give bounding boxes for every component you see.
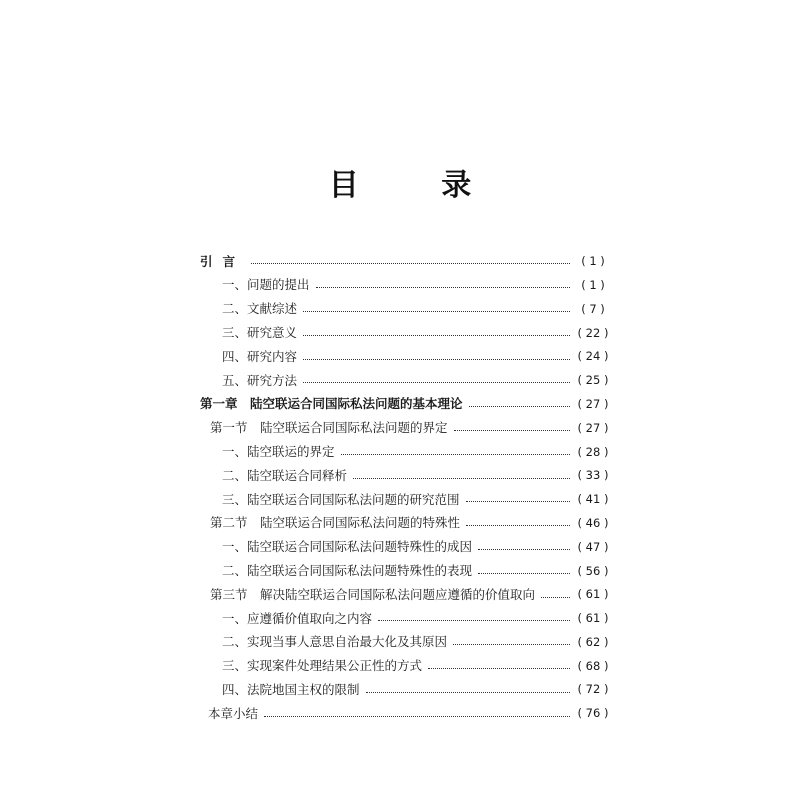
toc-entry-page-number: ( 7 ): [581, 301, 605, 316]
toc-entry[interactable]: [200, 678, 610, 702]
toc-entry[interactable]: [200, 298, 610, 322]
toc-entry-page-number: ( 61 ): [577, 587, 609, 602]
dot-leader: [378, 620, 570, 621]
toc-entry-label: 二、陆空联运合同释析: [222, 467, 348, 483]
toc-entry-page-number: ( 46 ): [577, 515, 609, 530]
dot-leader: [303, 311, 570, 312]
toc-entry[interactable]: [200, 536, 610, 560]
toc-entry-label: 引言: [200, 253, 246, 269]
toc-entry-label: 一、陆空联运的界定: [222, 444, 335, 460]
toc-entry-page-number: ( 47 ): [577, 539, 609, 554]
dot-leader: [353, 478, 570, 479]
dot-leader: [454, 430, 570, 431]
dot-leader: [478, 549, 570, 550]
toc-entry-label: 四、法院地国主权的限制: [222, 681, 360, 697]
dot-leader: [466, 501, 570, 502]
toc-entry[interactable]: [200, 345, 610, 369]
toc-entry[interactable]: [200, 440, 610, 464]
toc-entry-page-number: ( 72 ): [577, 682, 609, 697]
toc-entry-page-number: ( 28 ): [577, 444, 609, 459]
toc-entry-page-number: ( 68 ): [577, 658, 609, 673]
toc-entry-label: 三、实现案件处理结果公正性的方式: [222, 658, 423, 674]
dot-leader: [251, 263, 570, 264]
dot-leader: [366, 692, 570, 693]
dot-leader: [466, 525, 570, 526]
toc-entry-label: 本章小结: [208, 705, 259, 721]
toc-entry-page-number: ( 76 ): [577, 706, 609, 721]
toc-entry-page-number: ( 24 ): [577, 349, 609, 364]
toc-entry[interactable]: [200, 583, 610, 607]
dot-leader: [541, 597, 570, 598]
toc-entry-label: 一、问题的提出: [222, 277, 310, 293]
toc-entry-label: 二、陆空联运合同国际私法问题特殊性的表现: [222, 563, 473, 578]
table-of-contents: [200, 250, 610, 726]
dot-leader: [341, 454, 570, 455]
toc-entry[interactable]: [200, 702, 610, 726]
toc-entry-label: 三、研究意义: [222, 325, 298, 341]
dot-leader: [303, 335, 570, 336]
toc-entry[interactable]: [200, 250, 610, 274]
dot-leader: [264, 716, 570, 717]
page-title: 目 录: [328, 168, 508, 203]
toc-entry[interactable]: [200, 488, 610, 512]
toc-entry-page-number: ( 56 ): [577, 563, 609, 578]
toc-entry[interactable]: [200, 512, 610, 536]
toc-entry[interactable]: [200, 607, 610, 631]
dot-leader: [316, 287, 570, 288]
toc-entry-page-number: ( 61 ): [577, 611, 609, 626]
toc-entry-page-number: ( 27 ): [577, 396, 609, 411]
toc-entry[interactable]: [200, 655, 610, 679]
toc-entry-label: 二、文献综述: [222, 301, 298, 317]
toc-entry[interactable]: [200, 464, 610, 488]
toc-entry[interactable]: [200, 393, 610, 417]
dot-leader: [478, 573, 570, 574]
toc-entry-page-number: ( 27 ): [577, 420, 609, 435]
toc-entry-page-number: ( 1 ): [581, 277, 605, 292]
dot-leader: [469, 406, 570, 407]
toc-entry[interactable]: [200, 559, 610, 583]
toc-entry-page-number: ( 33 ): [577, 468, 609, 483]
dot-leader: [453, 644, 570, 645]
dot-leader: [428, 668, 570, 669]
toc-entry-label: 三、陆空联运合同国际私法问题的研究范围: [222, 491, 460, 507]
dot-leader: [303, 359, 570, 360]
toc-entry-label: 一、应遵循价值取向之内容: [222, 610, 373, 626]
toc-entry-label: 二、实现当事人意思自治最大化及其原因: [222, 634, 448, 650]
toc-entry-label: 第二节 陆空联运合同国际私法问题的特殊性: [210, 515, 461, 531]
toc-entry[interactable]: [200, 417, 610, 441]
toc-entry[interactable]: [200, 274, 610, 298]
toc-entry-page-number: ( 41 ): [577, 492, 609, 507]
toc-entry-page-number: ( 62 ): [577, 634, 609, 649]
toc-entry-label: 一、陆空联运合同国际私法问题特殊性的成因: [222, 539, 473, 555]
toc-entry[interactable]: [200, 369, 610, 393]
toc-entry-label: 四、研究内容: [222, 348, 298, 364]
toc-entry-label: 第一节 陆空联运合同国际私法问题的界定: [210, 420, 448, 436]
toc-entry-label: 第三节 解决陆空联运合同国际私法问题应遵循的价值取向: [210, 586, 536, 602]
toc-entry-label: 五、研究方法: [222, 372, 298, 388]
toc-entry-page-number: ( 1 ): [581, 254, 605, 269]
dot-leader: [303, 382, 570, 383]
toc-entry[interactable]: [200, 321, 610, 345]
toc-entry-page-number: ( 25 ): [577, 373, 609, 388]
toc-entry-label: 第一章 陆空联运合同国际私法问题的基本理论: [200, 396, 463, 412]
toc-entry-page-number: ( 22 ): [577, 325, 609, 340]
toc-entry[interactable]: [200, 631, 610, 655]
